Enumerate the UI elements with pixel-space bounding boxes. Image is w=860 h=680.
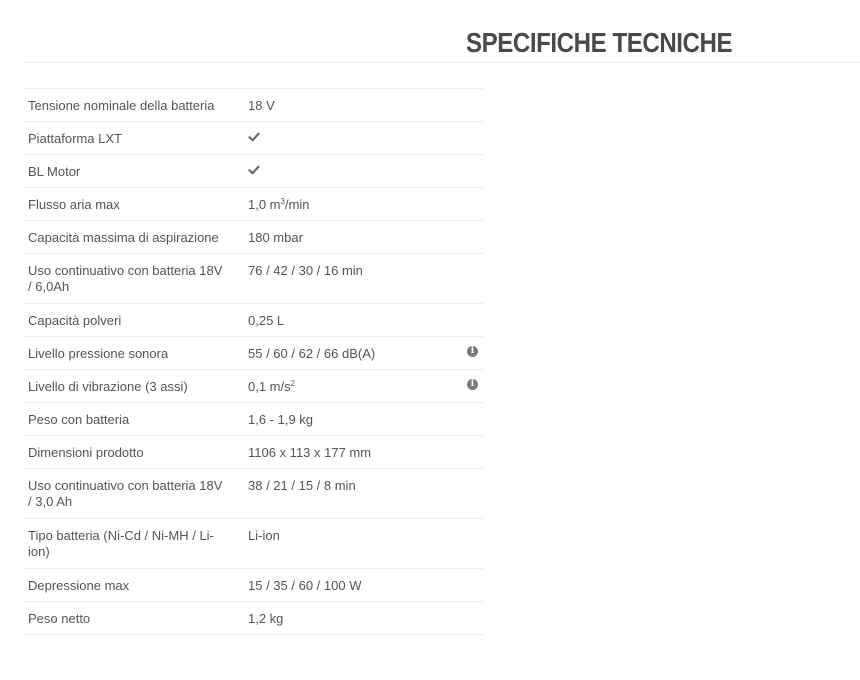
- spec-label: Capacità massima di aspirazione: [28, 230, 219, 245]
- check-icon: [248, 131, 260, 143]
- spec-value: 15 / 35 / 60 / 100 W: [248, 578, 362, 593]
- spec-value: 18 V: [248, 98, 275, 113]
- spec-value: 1,6 - 1,9 kg: [248, 412, 314, 427]
- spec-row: [24, 370, 483, 403]
- spec-row: [24, 436, 483, 469]
- spec-value: 38 / 21 / 15 / 8 min: [248, 478, 356, 493]
- check-icon: [248, 164, 260, 176]
- spec-row: [24, 469, 483, 519]
- spec-value-text: 0,1 m/s: [248, 379, 291, 394]
- spec-value: 1106 x 113 x 177 mm: [248, 445, 372, 460]
- spec-value: 0,25 L: [248, 313, 285, 328]
- spec-label: Peso netto: [28, 611, 91, 626]
- title-divider: [24, 62, 860, 63]
- info-icon[interactable]: i: [467, 379, 478, 390]
- spec-value: [228, 164, 483, 181]
- spec-row: [24, 304, 483, 337]
- spec-label: Depressione max: [28, 578, 130, 593]
- spec-value: [228, 131, 483, 148]
- spec-label: Livello pressione sonora: [28, 346, 169, 361]
- spec-row: [24, 221, 483, 254]
- spec-label: Tensione nominale della batteria: [28, 98, 215, 113]
- spec-label: Uso continuativo con batteria 18V / 3,0 Ah: [28, 478, 223, 509]
- spec-row: [24, 337, 483, 370]
- spec-label: Dimensioni prodotto: [28, 445, 144, 460]
- spec-value: 76 / 42 / 30 / 16 min: [248, 263, 363, 278]
- spec-row: [24, 155, 483, 188]
- spec-row: [24, 602, 483, 635]
- spec-label: BL Motor: [28, 164, 81, 179]
- spec-label: Livello di vibrazione (3 assi): [28, 379, 188, 394]
- info-icon[interactable]: i: [467, 346, 478, 357]
- spec-row: [24, 519, 483, 569]
- spec-value: [228, 379, 483, 396]
- specs-table: [24, 88, 483, 635]
- spec-label: Flusso aria max: [28, 197, 120, 212]
- spec-value-superscript: 2: [290, 379, 296, 388]
- spec-value-text: 1,0 m: [248, 197, 281, 212]
- spec-label: Tipo batteria (Ni-Cd / Ni-MH / Li-ion): [28, 528, 214, 559]
- spec-value-unit-suffix: /min: [284, 197, 310, 212]
- spec-value-superscript: 3: [280, 197, 285, 206]
- section-title: SPECIFICHE TECNICHE: [466, 27, 733, 58]
- spec-value: 180 mbar: [248, 230, 303, 245]
- spec-row: [24, 89, 483, 122]
- spec-row: [24, 569, 483, 602]
- spec-value: [228, 197, 483, 214]
- spec-label: Peso con batteria: [28, 412, 130, 427]
- spec-value: 55 / 60 / 62 / 66 dB(A): [248, 346, 376, 361]
- spec-row: [24, 403, 483, 436]
- spec-row: [24, 122, 483, 155]
- spec-label: Uso continuativo con batteria 18V / 6,0Ah: [28, 263, 223, 294]
- spec-value: 1,2 kg: [248, 611, 284, 626]
- spec-label: Piattaforma LXT: [28, 131, 122, 146]
- spec-value: Li-ion: [248, 528, 280, 543]
- spec-label: Capacità polveri: [28, 313, 122, 328]
- spec-row: [24, 188, 483, 221]
- spec-row: [24, 254, 483, 304]
